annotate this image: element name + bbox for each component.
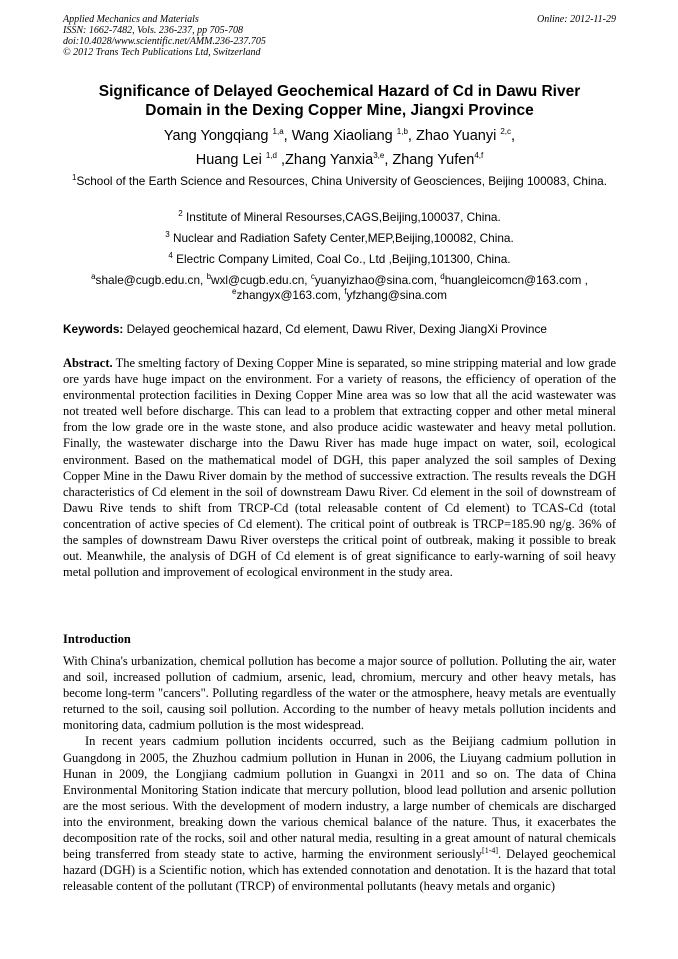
author-sup: 1,a bbox=[272, 127, 284, 137]
keywords-text: Delayed geochemical hazard, Cd element, Dawu River, Dexing JiangXi Province bbox=[123, 322, 547, 336]
author-name: Wang Xiaoliang bbox=[291, 128, 397, 144]
author-sup: 1,d bbox=[265, 151, 277, 161]
title-line-1: Significance of Delayed Geochemical Hazard of Cd in Dawu River bbox=[98, 83, 581, 100]
paper-title bbox=[63, 82, 616, 120]
keywords bbox=[63, 322, 616, 337]
affiliation-text: Electric Company Limited, Coal Co., Ltd ,Beijing,101300, China. bbox=[172, 252, 511, 266]
intro-p2-continued: . Delayed geochemical hazard (DGH) is a Scientific notion, which has extended connotation and denotation. It is the hazard that total releasable content of the pollutant (TRCP) of environmental pollutants (heavy metals and organic) bbox=[63, 847, 616, 894]
email-sup: f bbox=[344, 287, 347, 297]
doi-line: doi:10.4028/www.scientific.net/AMM.236-237.705 bbox=[63, 36, 266, 47]
author-name: Zhao Yuanyi bbox=[415, 128, 501, 144]
author-sup: 4,f bbox=[474, 151, 484, 161]
author-line-2 bbox=[63, 148, 616, 172]
email-text: yfzhang@sina.com bbox=[346, 288, 447, 302]
author-sep: , bbox=[407, 128, 416, 144]
introduction-heading: Introduction bbox=[63, 632, 131, 646]
affiliation-sup: 1 bbox=[72, 173, 77, 183]
citation-ref: [1-4] bbox=[482, 845, 499, 855]
email-text: zhangyx@163.com, bbox=[236, 288, 345, 302]
keywords-label: Keywords: bbox=[63, 322, 124, 336]
affiliation-4 bbox=[63, 252, 616, 267]
email-sup: b bbox=[206, 272, 212, 282]
author-line-1 bbox=[63, 124, 616, 148]
author-sup: 2,c bbox=[500, 127, 512, 137]
affiliation-2 bbox=[63, 210, 616, 225]
author-emails bbox=[63, 273, 616, 303]
abstract-label: Abstract. bbox=[63, 356, 113, 370]
author-sup: 1,b bbox=[396, 127, 408, 137]
email-text: wxl@cugb.edu.cn, bbox=[211, 273, 311, 287]
abstract bbox=[63, 355, 616, 580]
issn-line: ISSN: 1662-7482, Vols. 236-237, pp 705-708 bbox=[63, 25, 243, 36]
journal-name: Applied Mechanics and Materials bbox=[63, 14, 199, 25]
affiliation-3 bbox=[63, 231, 616, 246]
intro-p2-text: In recent years cadmium pollution incidents occurred, such as the Beijiang cadmium pollution in Guangdong in 2005, the Zhuzhou cadmium pollution in Hunan in 2006, the Liuyang cadmium pollution in Hunan in 2009, the Longjiang cadmium pollution in Guangxi in 2011 and so on. The data of China Environmental Monitoring Station indicate that mercury pollution, blood lead pollution and arsenic pollution are the most serious. With the development of modern industry, a large number of chemicals are discharged into the environment, breaking down the various chemical balance of the nature. Thus, it exacerbates the decomposition rate of the rocks, soil and other natural media, resulting in a great amount of natural chemicals being transferred from steady state to active, harming the environment seriously bbox=[63, 734, 616, 862]
author-sep: , bbox=[283, 128, 292, 144]
online-date: Online: 2012-11-29 bbox=[537, 14, 616, 25]
intro-paragraph-2 bbox=[63, 733, 616, 894]
author-name: Yang Yongqiang bbox=[163, 128, 273, 144]
copyright-line: © 2012 Trans Tech Publications Ltd, Switzerland bbox=[63, 47, 261, 58]
affiliation-sup: 2 bbox=[178, 209, 183, 219]
author-sep: , bbox=[384, 152, 393, 168]
abstract-text: The smelting factory of Dexing Copper Mine is separated, so mine stripping material and low grade ore yards have huge impact on the environment. For a variety of reasons, the efficiency of operation of the environmental protection facilities in Dexing Copper Mine area was so low that all the acid wastewater was not treated well before discharge. This can lead to a problem that extracting copper and other metal mineral from the low grade ore in the waste stone, and also produce acidic wastewater and heavy metal pollution. Finally, the wastewater discharge into the Dawu River has made huge impact on water, soil, ecological environment. Based on the mathematical model of DGH, this paper analyzed the soil samples of Dexing Copper Mine in the Dawu River domain by the method of successive extraction. The results reveals the DGH characteristics of Cd element in the soil of downstream Dawu River. Cd element in the soil of downstream of Dawu Rive tends to shift from TRCP-Cd (total releasable content of Cd element) to TCAS-Cd (total concentration of active species of Cd element). The critical point of outbreak is TRCP=185.90 ng/g. 36% of the samples of downstream Dawu River oversteps the critical point of outbreak, making it possible to break out. Meanwhile, the analysis of DGH of Cd element is of great significance to early-warning of soil heavy metal pollution and improvement of ecological environment in the study area. bbox=[63, 356, 616, 580]
author-sup: 3,e bbox=[373, 151, 385, 161]
author-name: Zhang Yanxia bbox=[285, 152, 374, 168]
title-line-2: Domain in the Dexing Copper Mine, Jiangxi Province bbox=[145, 102, 534, 119]
email-sup: d bbox=[440, 272, 445, 282]
email-sup: a bbox=[91, 272, 96, 282]
affiliation-text: School of the Earth Science and Resources, China University of Geosciences, Beijing 100083, China. bbox=[76, 174, 607, 188]
email-text: yuanyizhao@sina.com, bbox=[314, 273, 441, 287]
affiliation-text: Nuclear and Radiation Safety Center,MEP,Beijing,100082, China. bbox=[169, 231, 514, 245]
affiliation-text: Institute of Mineral Resourses,CAGS,Beijing,100037, China. bbox=[182, 210, 501, 224]
introduction-body bbox=[63, 653, 616, 894]
affiliation-sup: 3 bbox=[165, 230, 170, 240]
author-list bbox=[63, 124, 616, 172]
author-name: Huang Lei bbox=[195, 152, 266, 168]
journal-header bbox=[63, 14, 616, 58]
email-text: shale@cugb.edu.cn, bbox=[95, 273, 207, 287]
author-sep: , bbox=[511, 128, 516, 144]
affiliation-sup: 4 bbox=[168, 251, 173, 261]
author-sep: , bbox=[276, 152, 286, 168]
author-name: Zhang Yufen bbox=[392, 152, 475, 168]
affiliation-1 bbox=[63, 174, 616, 189]
email-sup: c bbox=[310, 272, 315, 282]
intro-paragraph-1: With China's urbanization, chemical pollution has become a major source of pollution. Polluting the air, water and soil, increased pollution of cadmium, arsenic, lead, chromium, mercury and other heavy metals, has become long-term "cancers". Polluting regardless of the water or the atmosphere, heavy metals are eventually returned to the soil, causing soil pollution. According to the number of heavy metals pollution incidents and monitoring data, cadmium pollution is the most widespread. bbox=[63, 654, 616, 733]
email-sup: e bbox=[232, 287, 237, 297]
email-text: huangleicomcn@163.com , bbox=[444, 273, 588, 287]
